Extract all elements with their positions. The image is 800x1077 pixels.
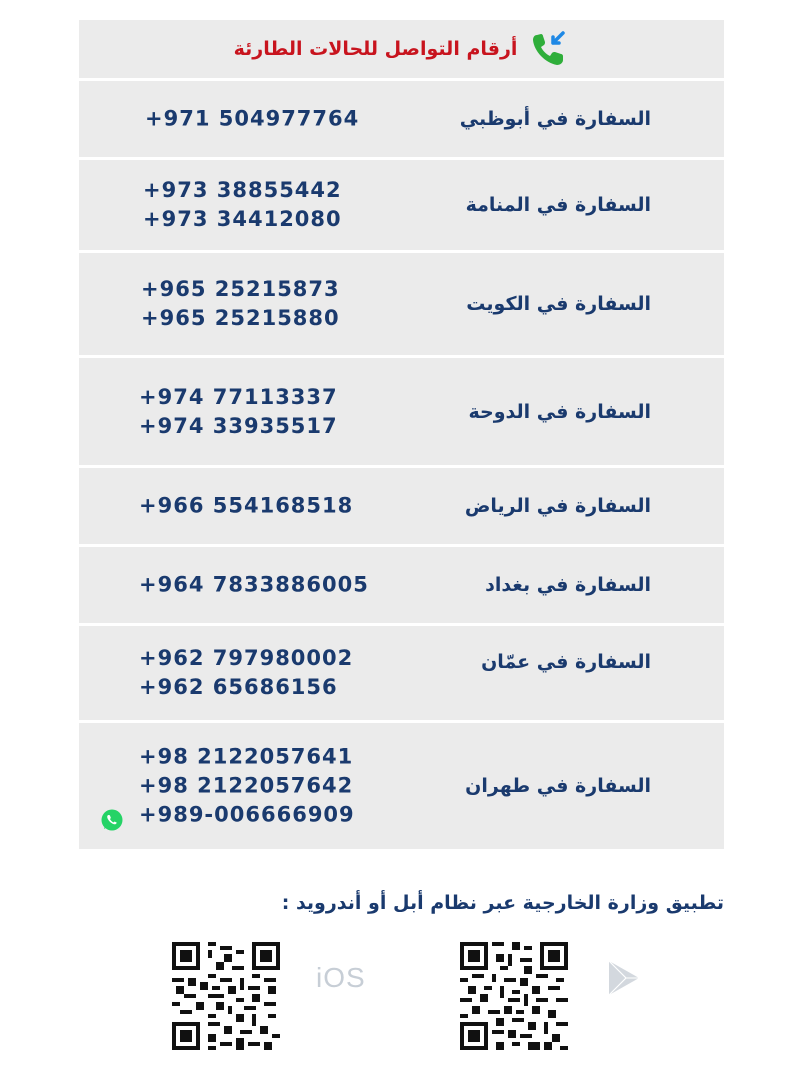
embassy-label: السفارة في الدوحة	[468, 400, 651, 423]
embassy-row-doha	[79, 358, 724, 468]
phone-number[interactable]: +965 25215873	[141, 277, 340, 301]
embassy-label: السفارة في طهران	[465, 775, 651, 797]
whatsapp-number[interactable]: +989-006666909	[139, 802, 355, 827]
ios-label: iOS	[316, 962, 366, 993]
embassy-numbers	[139, 743, 355, 830]
phone-number[interactable]: +974 77113337	[139, 384, 338, 409]
emergency-header	[79, 20, 724, 81]
embassy-label: السفارة في أبوظبي	[459, 108, 651, 130]
phone-number[interactable]: +971 504977764	[145, 106, 360, 131]
embassy-row-baghdad	[79, 547, 724, 626]
phone-number[interactable]: +965 25215880	[141, 306, 340, 330]
embassy-row-manama	[79, 160, 724, 253]
phone-number[interactable]: +973 38855442	[143, 178, 342, 202]
embassy-numbers	[139, 571, 369, 600]
embassy-numbers	[139, 492, 353, 521]
phone-number[interactable]: +964 7833886005	[139, 572, 369, 597]
embassy-label: السفارة في الكويت	[466, 293, 651, 315]
whatsapp-icon[interactable]	[100, 808, 124, 832]
android-qr-code[interactable]	[460, 942, 568, 1050]
incoming-call-icon	[529, 29, 569, 69]
embassy-row-kuwait	[79, 253, 724, 358]
app-download-title: تطبيق وزارة الخارجية عبر نظام أبل أو أندرويد :	[281, 892, 724, 914]
phone-number[interactable]: +962 797980002	[139, 646, 354, 670]
emergency-contacts-card	[79, 20, 724, 849]
phone-number[interactable]: +974 33935517	[139, 413, 338, 438]
embassy-row-riyadh	[79, 468, 724, 547]
embassy-row-tehran	[79, 723, 724, 849]
embassy-label: السفارة في الرياض	[464, 495, 651, 517]
embassy-row-amman	[79, 626, 724, 723]
embassy-label: السفارة في بغداد	[485, 574, 651, 596]
phone-number[interactable]: +98 2122057641	[139, 744, 354, 769]
embassy-numbers	[143, 176, 342, 234]
ios-qr-code[interactable]	[172, 942, 280, 1050]
embassy-label: السفارة في المنامة	[465, 194, 651, 216]
embassy-numbers	[141, 275, 340, 333]
embassy-row-abudhabi	[79, 81, 724, 160]
embassy-numbers	[145, 105, 359, 134]
phone-number[interactable]: +966 554168518	[139, 493, 354, 518]
phone-number[interactable]: +98 2122057642	[139, 773, 354, 798]
embassy-numbers	[139, 644, 353, 702]
embassy-label: السفارة في عمّان	[481, 650, 651, 673]
emergency-title: أرقام التواصل للحالات الطارئة	[233, 38, 518, 60]
google-play-icon	[604, 958, 644, 998]
phone-number[interactable]: +962 65686156	[139, 675, 338, 699]
phone-number[interactable]: +973 34412080	[143, 207, 342, 231]
embassy-numbers	[139, 383, 338, 441]
